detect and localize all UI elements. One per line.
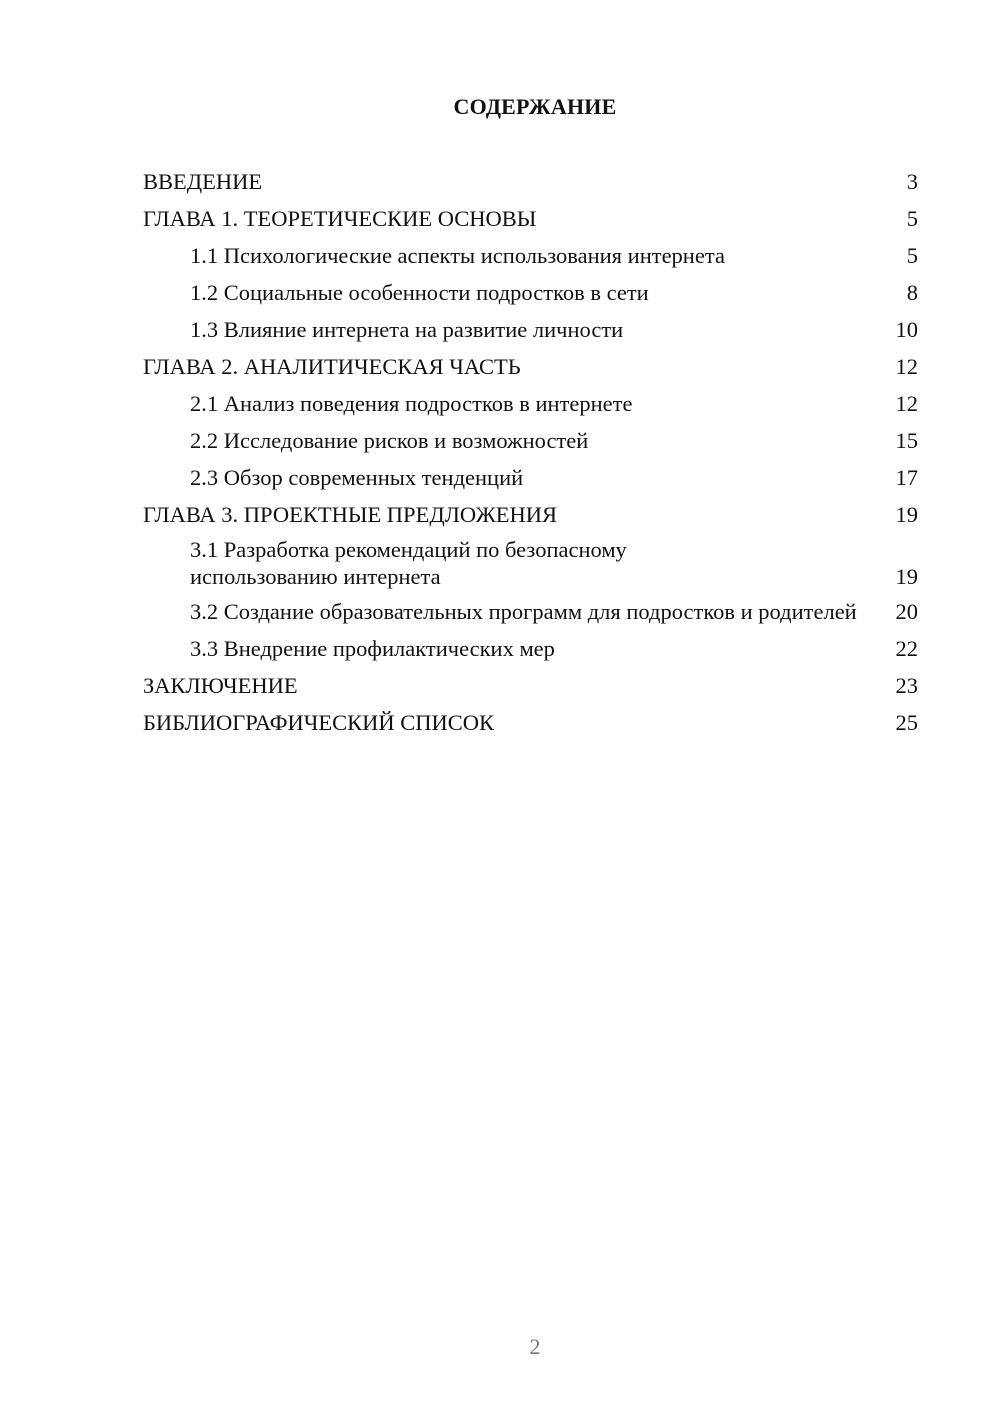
toc-entry-label: ГЛАВА 1. ТЕОРЕТИЧЕСКИЕ ОСНОВЫ bbox=[143, 206, 537, 231]
toc-entry-page: 22 bbox=[895, 636, 918, 661]
toc-title: СОДЕРЖАНИЕ bbox=[453, 94, 617, 119]
toc-entry bbox=[143, 709, 918, 736]
toc-entry bbox=[143, 205, 918, 232]
toc-entry-label: 2.1 Анализ поведения подростков в интернете bbox=[190, 391, 633, 416]
toc-entry-page: 19 bbox=[895, 502, 918, 527]
toc-entry-page: 19 bbox=[895, 564, 918, 589]
toc-entry bbox=[143, 168, 918, 195]
toc-entry-label: 2.2 Исследование рисков и возможностей bbox=[190, 428, 589, 453]
toc-subentry bbox=[143, 536, 918, 590]
toc-entry-label: 1.3 Влияние интернета на развитие личности bbox=[190, 317, 624, 342]
toc-entry-page: 12 bbox=[895, 391, 918, 416]
toc-entry-label: 3.2 Создание образовательных программ для подростков и родителей bbox=[190, 599, 857, 624]
toc-entry-label: ГЛАВА 3. ПРОЕКТНЫЕ ПРЕДЛОЖЕНИЯ bbox=[143, 502, 558, 527]
page-number: 2 bbox=[529, 1334, 541, 1359]
table-of-contents bbox=[143, 168, 918, 746]
toc-entry-page: 25 bbox=[895, 710, 918, 735]
toc-subentry bbox=[143, 464, 918, 491]
toc-entry-label: ЗАКЛЮЧЕНИЕ bbox=[143, 673, 298, 698]
toc-subentry bbox=[143, 598, 918, 625]
toc-entry-label: ГЛАВА 2. АНАЛИТИЧЕСКАЯ ЧАСТЬ bbox=[143, 354, 521, 379]
toc-entry-label: 1.1 Психологические аспекты использования интернета bbox=[190, 243, 725, 268]
toc-entry bbox=[143, 501, 918, 528]
toc-entry-page: 3 bbox=[906, 169, 918, 194]
toc-entry-page: 17 bbox=[895, 465, 918, 490]
toc-entry-page: 5 bbox=[906, 243, 918, 268]
toc-entry-label: 3.1 Разработка рекомендаций по безопасному использованию интернета bbox=[190, 537, 627, 589]
toc-entry-label: 3.3 Внедрение профилактических мер bbox=[190, 636, 555, 661]
toc-entry-label: 2.3 Обзор современных тенденций bbox=[190, 465, 524, 490]
toc-entry-page: 10 bbox=[895, 317, 918, 342]
toc-entry-page: 23 bbox=[895, 673, 918, 698]
toc-subentry bbox=[143, 427, 918, 454]
toc-entry bbox=[143, 672, 918, 699]
toc-subentry bbox=[143, 279, 918, 306]
toc-subentry bbox=[143, 316, 918, 343]
toc-entry-page: 20 bbox=[895, 599, 918, 624]
toc-entry bbox=[143, 353, 918, 380]
toc-entry-page: 12 bbox=[895, 354, 918, 379]
toc-entry-page: 8 bbox=[906, 280, 918, 305]
toc-entry-page: 5 bbox=[906, 206, 918, 231]
toc-entry-label: 1.2 Социальные особенности подростков в сети bbox=[190, 280, 649, 305]
toc-entry-label: ВВЕДЕНИЕ bbox=[143, 169, 263, 194]
toc-entry-label: БИБЛИОГРАФИЧЕСКИЙ СПИСОК bbox=[143, 710, 495, 735]
toc-entry-page: 15 bbox=[895, 428, 918, 453]
toc-subentry bbox=[143, 242, 918, 269]
toc-subentry bbox=[143, 390, 918, 417]
toc-subentry bbox=[143, 635, 918, 662]
